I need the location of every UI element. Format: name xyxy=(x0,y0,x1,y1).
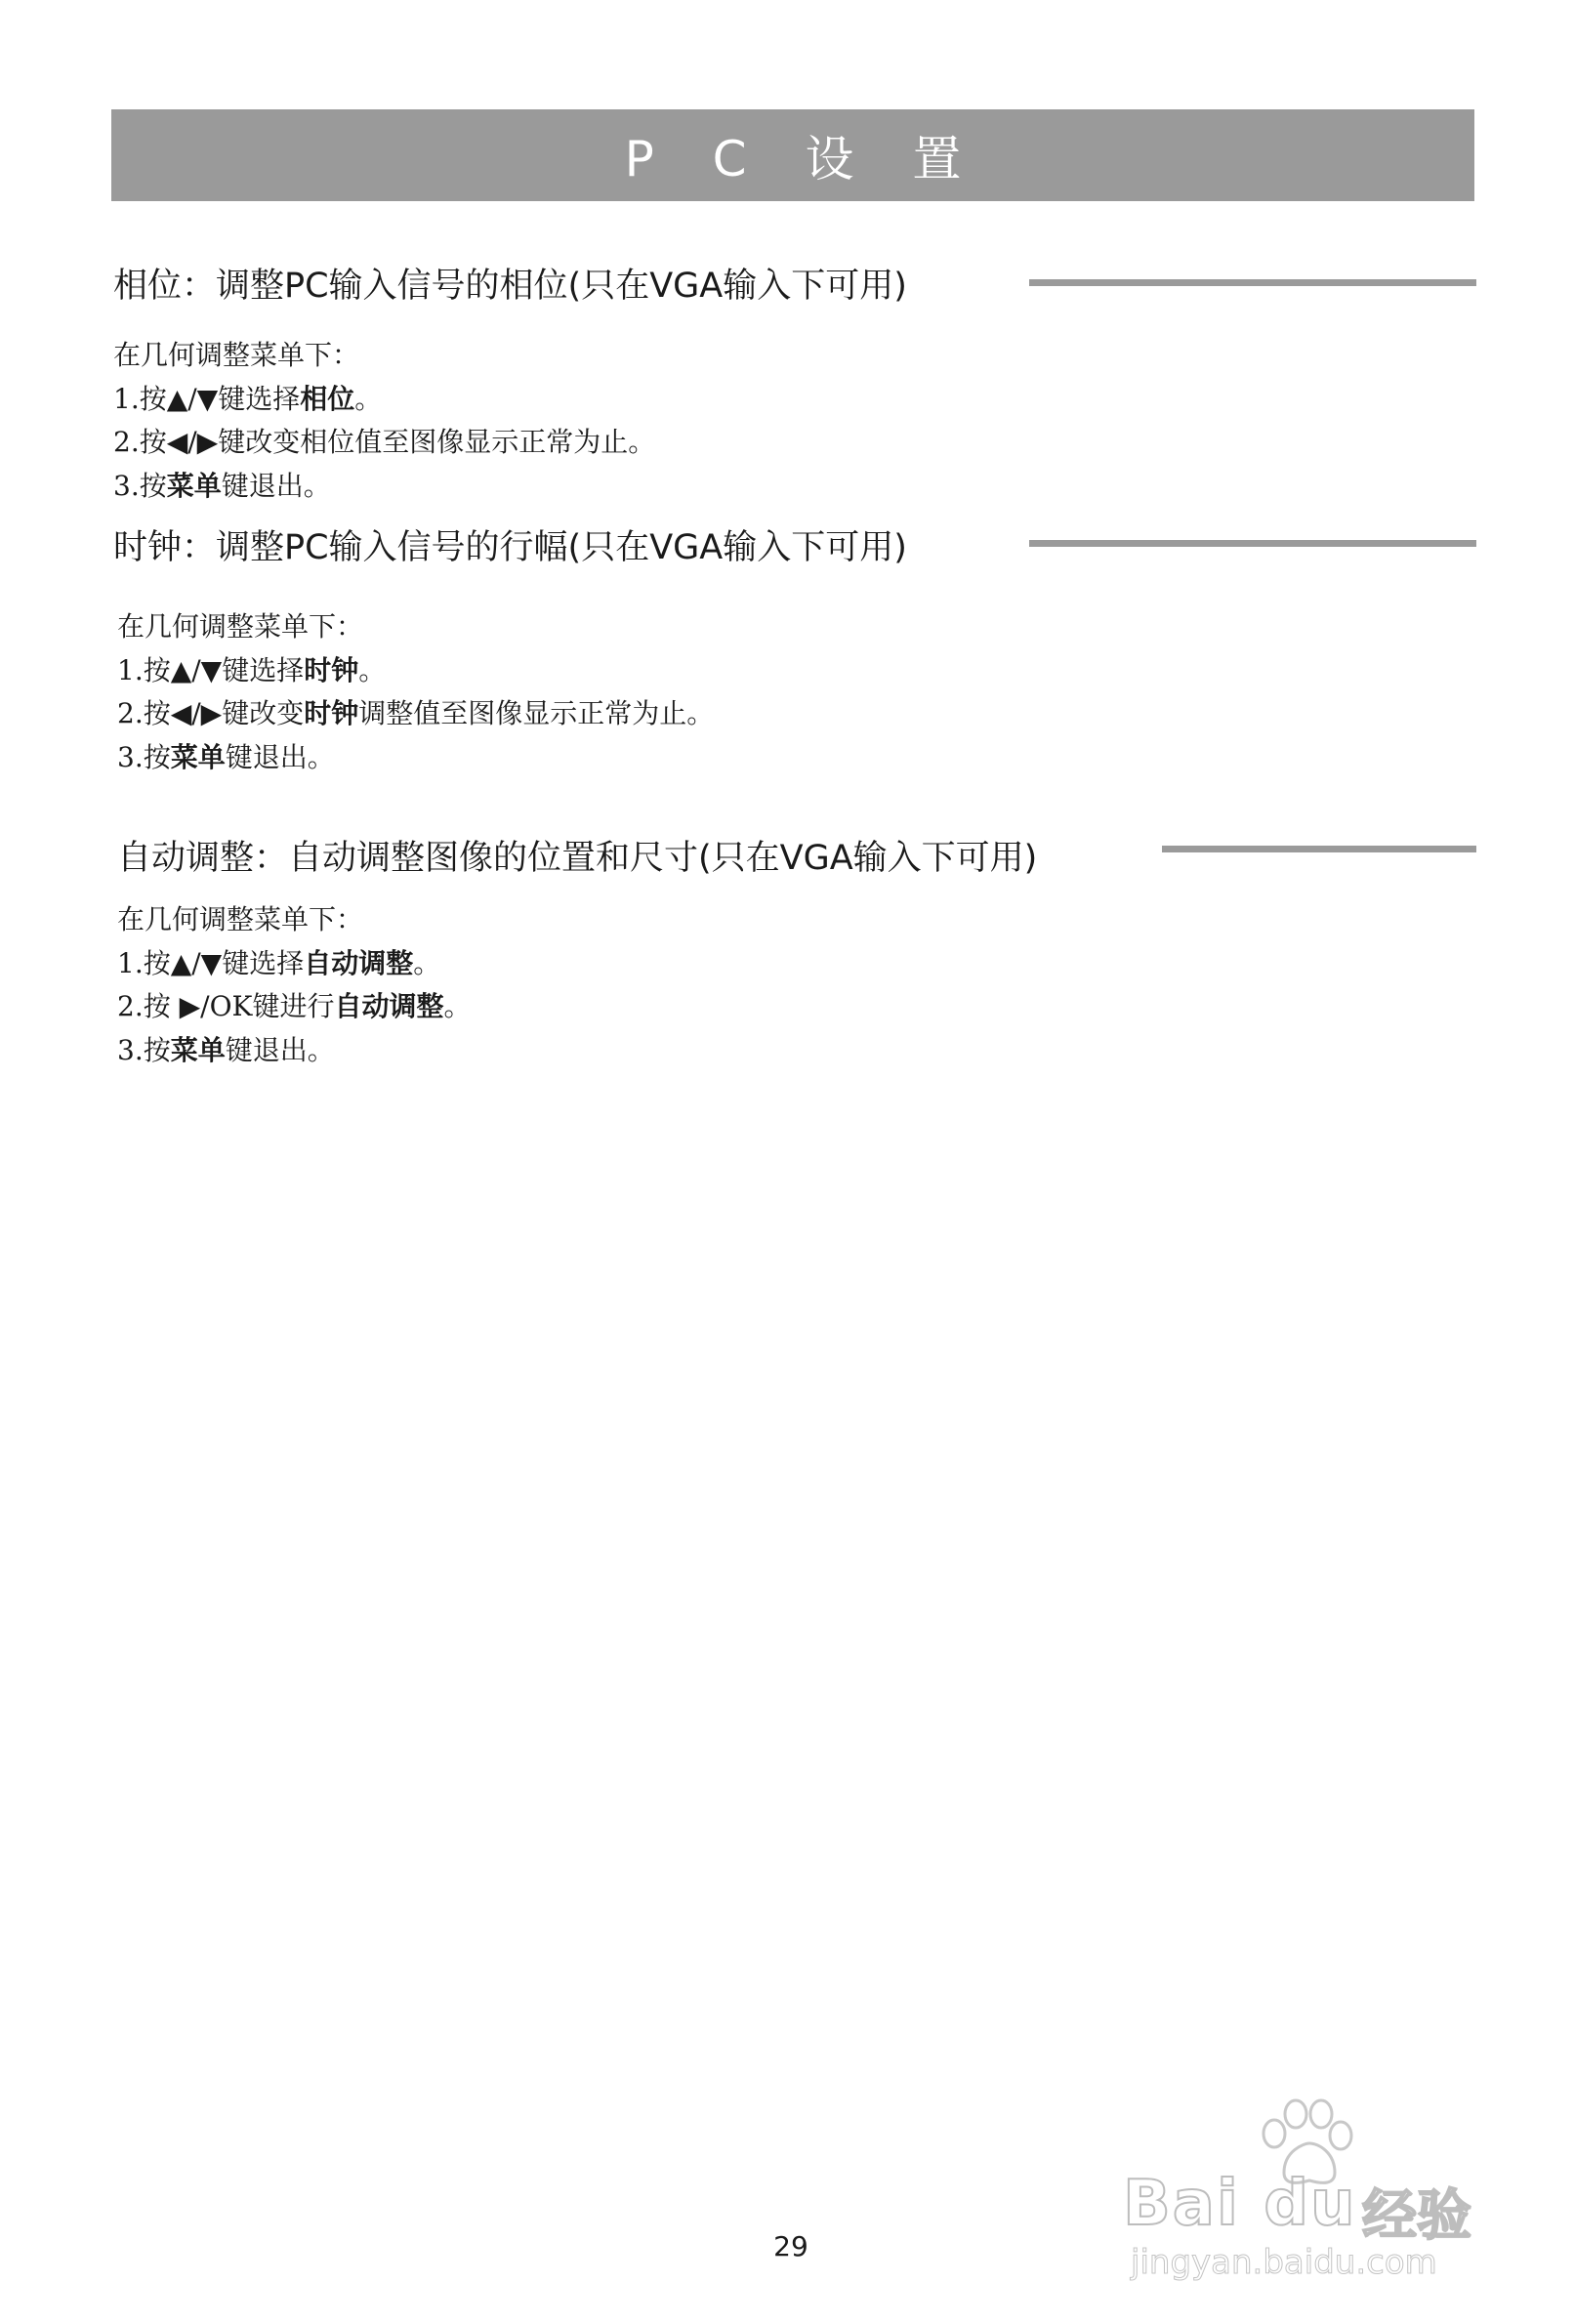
step-tail: 调整值至图像显示正常为止。 xyxy=(358,697,715,729)
section-phase-rule xyxy=(1029,279,1476,286)
section-auto-rule xyxy=(1162,846,1476,852)
page-title: P C 设 置 xyxy=(624,131,983,187)
step-keyword: 自动调整 xyxy=(304,946,414,979)
watermark-cn: 经验 xyxy=(1362,2184,1471,2248)
step-text: 按◀/▶键改变相位值至图像显示正常为止。 xyxy=(139,426,656,458)
section-clock-heading: 时钟：调整PC输入信号的行幅(只在VGA输入下可用) xyxy=(113,528,907,567)
step-keyword: 相位 xyxy=(300,382,355,415)
section-phase-step-2 xyxy=(113,421,655,465)
step-number: 1. xyxy=(117,946,144,979)
step-keyword: 菜单 xyxy=(170,740,226,773)
step-text: 按▲/▼键选择 xyxy=(143,946,305,979)
title-bar xyxy=(111,109,1474,201)
section-phase-step-3 xyxy=(113,465,655,509)
section-auto-heading: 自动调整：自动调整图像的位置和尺寸(只在VGA输入下可用) xyxy=(117,839,1038,878)
section-clock-step-2 xyxy=(117,692,714,736)
step-number: 3. xyxy=(117,1033,144,1066)
step-keyword: 时钟 xyxy=(304,653,359,686)
step-text: 按 ▶/OK键进行 xyxy=(143,990,335,1022)
step-tail: 。 xyxy=(358,653,387,686)
step-number: 2. xyxy=(113,426,140,458)
section-phase-heading: 相位：调整PC输入信号的相位(只在VGA输入下可用) xyxy=(113,267,907,306)
step-text: 按 xyxy=(139,469,167,502)
step-text: 按▲/▼键选择 xyxy=(143,653,305,686)
step-tail: 。 xyxy=(443,990,472,1022)
section-clock-intro: 在几何调整菜单下： xyxy=(117,610,364,643)
page-number: 29 xyxy=(773,2230,808,2262)
step-text: 按 xyxy=(143,740,171,773)
step-number: 2. xyxy=(117,990,144,1022)
section-clock-heading-row xyxy=(113,516,907,574)
section-auto-intro: 在几何调整菜单下： xyxy=(117,903,364,935)
section-clock-step-3 xyxy=(117,736,714,780)
section-auto-step-1 xyxy=(117,942,472,986)
watermark-brand: Bai du xyxy=(1123,2168,1357,2240)
section-clock-rule xyxy=(1029,540,1476,547)
section-auto-step-3 xyxy=(117,1029,472,1073)
step-number: 1. xyxy=(117,653,144,686)
step-number: 1. xyxy=(113,382,140,415)
step-number: 3. xyxy=(113,469,140,502)
section-clock-step-1 xyxy=(117,649,714,693)
section-phase-step-1 xyxy=(113,378,655,422)
step-number: 2. xyxy=(117,697,144,729)
step-keyword: 自动调整 xyxy=(334,990,444,1022)
step-tail: 。 xyxy=(413,946,441,979)
step-text: 按▲/▼键选择 xyxy=(139,382,301,415)
section-phase-heading-row xyxy=(113,254,907,312)
step-number: 3. xyxy=(117,740,144,773)
section-clock-body xyxy=(117,605,714,779)
watermark-url: jingyan.baidu.com xyxy=(1131,2243,1437,2282)
step-text: 按◀/▶键改变 xyxy=(143,697,305,729)
step-keyword: 菜单 xyxy=(166,469,222,502)
section-phase-intro: 在几何调整菜单下： xyxy=(113,339,360,371)
section-phase-body xyxy=(113,334,655,508)
step-tail: 键退出。 xyxy=(221,469,331,502)
step-text: 按 xyxy=(143,1033,171,1066)
baidu-watermark xyxy=(1123,2095,1513,2290)
step-keyword: 时钟 xyxy=(304,697,359,729)
step-tail: 。 xyxy=(354,382,383,415)
section-auto-step-2 xyxy=(117,985,472,1029)
section-auto-heading-row xyxy=(117,826,1037,885)
step-keyword: 菜单 xyxy=(170,1033,226,1066)
section-auto-body xyxy=(117,898,472,1072)
step-tail: 键退出。 xyxy=(225,1033,335,1066)
step-tail: 键退出。 xyxy=(225,740,335,773)
